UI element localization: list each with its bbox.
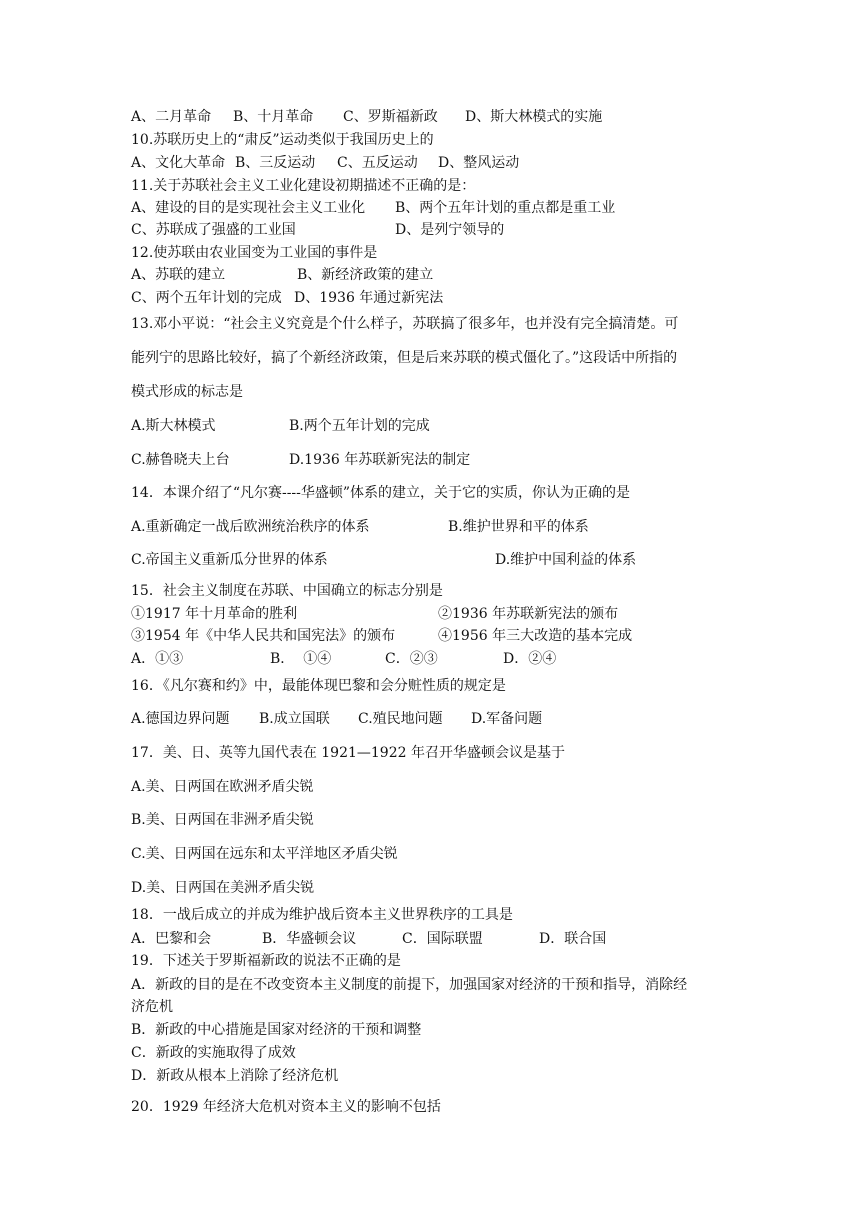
statement-1: ①1917 年十月革命的胜利: [131, 606, 298, 622]
option-a-line-1: A．新政的目的是在不改变资本主义制度的前提下，加强国家对经济的干预和指导，消除经: [131, 977, 688, 993]
option-b: B、新经济政策的建立: [297, 267, 434, 283]
option-c: C．新政的实施取得了成效: [131, 1045, 296, 1061]
question-stem: 14．本课介绍了“凡尔赛----华盛顿”体系的建立，关于它的实质，你认为正确的是: [131, 485, 631, 501]
option-a: A.重新确定一战后欧洲统治秩序的体系: [131, 519, 370, 535]
option-b: B．新政的中心措施是国家对经济的干预和调整: [131, 1022, 422, 1038]
option-b: B.两个五年计划的完成: [289, 418, 430, 434]
question-stem-line-2: 能列宁的思路比较好，搞了个新经济政策，但是后来苏联的模式僵化了。”这段话中所指的: [131, 350, 678, 366]
option-a-line-2: 济危机: [131, 999, 173, 1015]
option-b: B、三反运动: [235, 155, 316, 171]
option-d: D．新政从根本上消除了经济危机: [131, 1068, 339, 1084]
option-c: C．国际联盟: [402, 931, 483, 947]
option-d: D.1936 年苏联新宪法的制定: [289, 452, 471, 468]
statement-3: ③1954 年《中华人民共和国宪法》的颁布: [131, 628, 396, 644]
option-d: D.维护中国利益的体系: [495, 552, 637, 568]
question-stem: 20．1929 年经济大危机对资本主义的影响不包括: [131, 1099, 441, 1115]
question-stem: 16．《凡尔赛和约》中，最能体现巴黎和会分赃性质的规定是: [131, 678, 506, 694]
option-c: C.殖民地问题: [358, 711, 443, 727]
option-b: B.成立国联: [259, 711, 330, 727]
option-d: D、斯大林模式的实施: [465, 109, 603, 125]
option-d: D、是列宁领导的: [395, 222, 505, 238]
option-a: A、苏联的建立: [131, 267, 226, 283]
option-d: D、整风运动: [438, 155, 520, 171]
option-d: D．联合国: [539, 931, 607, 947]
question-stem: 12.使苏联由农业国变为工业国的事件是: [131, 245, 378, 261]
option-a: A、二月革命: [131, 109, 212, 125]
option-c: C.帝国主义重新瓜分世界的体系: [131, 552, 328, 568]
option-b: B、十月革命: [233, 109, 314, 125]
option-d: D.军备问题: [471, 711, 543, 727]
question-stem: 11.关于苏联社会主义工业化建设初期描述不正确的是：: [131, 178, 476, 194]
question-stem: 18．一战后成立的并成为维护战后资本主义世界秩序的工具是: [131, 907, 513, 923]
option-b: B.维护世界和平的体系: [448, 519, 589, 535]
option-a: A.美、日两国在欧洲矛盾尖锐: [131, 779, 314, 795]
option-c: C、罗斯福新政: [343, 109, 438, 125]
option-a: A.德国边界问题: [131, 711, 230, 727]
option-a: A．巴黎和会: [131, 931, 212, 947]
option-a: A、文化大革命: [131, 155, 226, 171]
option-b: B、两个五年计划的重点都是重工业: [395, 200, 616, 216]
option-d: D.美、日两国在美洲矛盾尖锐: [131, 880, 315, 896]
option-d: D、1936 年通过新宪法: [294, 290, 444, 306]
option-a: A、建设的目的是实现社会主义工业化: [131, 200, 366, 216]
option-c: C．②③: [385, 651, 438, 667]
option-d: D．②④: [503, 651, 557, 667]
option-c: C.赫鲁晓夫上台: [131, 452, 230, 468]
option-b: B.美、日两国在非洲矛盾尖锐: [131, 812, 314, 828]
option-c: C、苏联成了强盛的工业国: [131, 222, 296, 238]
question-stem: 10.苏联历史上的“肃反”运动类似于我国历史上的: [131, 132, 434, 148]
option-c: C.美、日两国在远东和太平洋地区矛盾尖锐: [131, 846, 398, 862]
option-b: B． ①④: [270, 651, 332, 667]
question-stem: 15．社会主义制度在苏联、中国确立的标志分别是: [131, 583, 443, 599]
question-stem-line-3: 模式形成的标志是: [131, 384, 243, 400]
question-stem-line-1: 13.邓小平说：“社会主义究竟是个什么样子，苏联搞了很多年，也并没有完全搞清楚。可: [131, 316, 679, 332]
option-a: A.斯大林模式: [131, 418, 216, 434]
statement-4: ④1956 年三大改造的基本完成: [438, 628, 633, 644]
question-stem: 17．美、日、英等九国代表在 1921—1922 年召开华盛顿会议是基于: [131, 745, 565, 761]
option-c: C、五反运动: [337, 155, 418, 171]
option-b: B．华盛顿会议: [262, 931, 357, 947]
statement-2: ②1936 年苏联新宪法的颁布: [438, 606, 619, 622]
option-a: A．①③: [131, 651, 184, 667]
option-c: C、两个五年计划的完成: [131, 290, 282, 306]
question-stem: 19．下述关于罗斯福新政的说法不正确的是: [131, 953, 401, 969]
